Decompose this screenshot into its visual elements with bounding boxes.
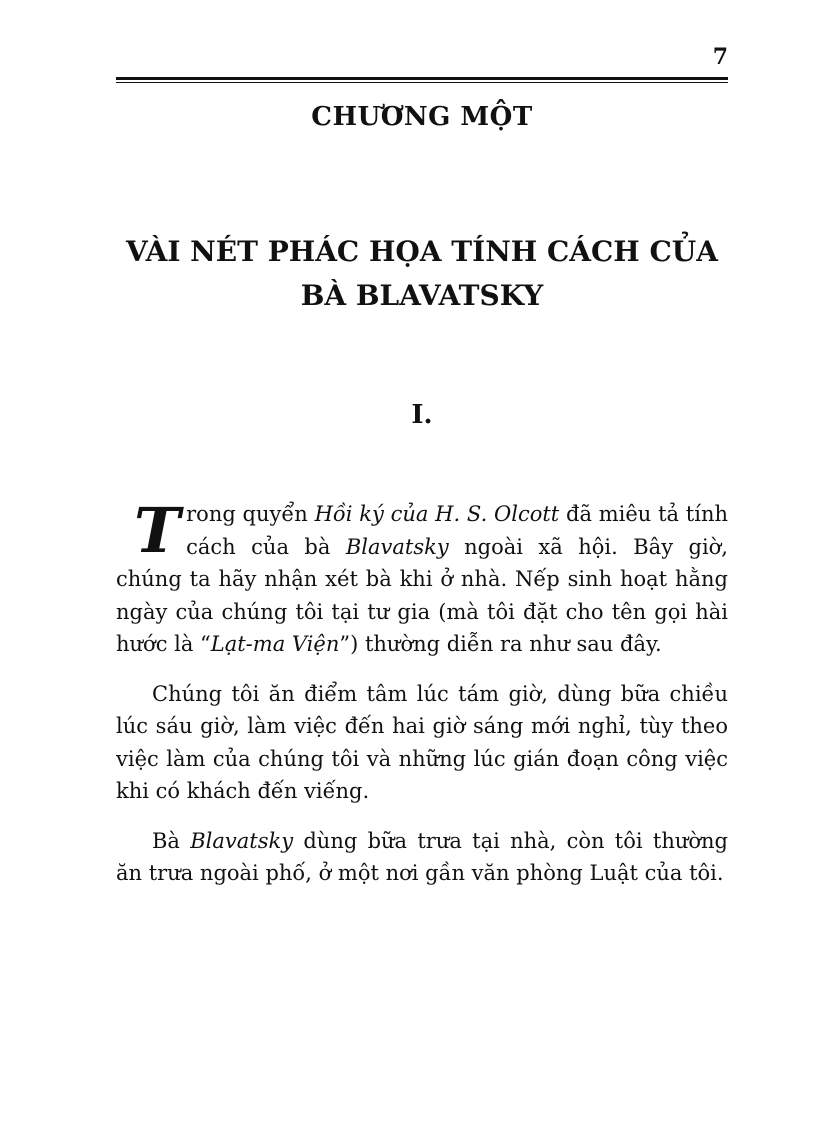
italic-nickname: Lạt-ma Viện [210, 632, 340, 656]
text-run: dùng bữa trưa tại nhà, còn tôi thường ăn trưa ngoài phố, ở một nơi gần văn phòng Luật của tôi. [116, 828, 728, 885]
text-run: ngoài xã hội. Bây giờ, chúng ta hãy nhận xét bà khi ở nhà. Nếp sinh hoạt hằng ngày của chúng tôi tại tư gia (mà tôi đặt cho tên gọi hài hước là “ [116, 534, 728, 656]
text-run: ”) thường diễn ra như sau đây. [339, 632, 662, 656]
text-run: đã miêu tả tính cách của bà [186, 502, 729, 559]
header-rule-thick [116, 77, 728, 80]
paragraph-2: Chúng tôi ăn điểm tâm lúc tám giờ, dùng bữa chiều lúc sáu giờ, làm việc đến hai giờ sáng mới nghỉ, tùy theo việc làm của chúng tôi và những lúc gián đoạn công việc khi có khách đến viếng. [116, 681, 728, 803]
paragraph-1 [116, 494, 729, 661]
body-text [116, 494, 729, 907]
chapter-heading: CHƯƠNG MỘT [311, 102, 533, 132]
text-run: Bà [152, 828, 191, 853]
paragraph-3 [116, 825, 728, 890]
italic-name: Blavatsky [345, 534, 449, 559]
chapter-title [116, 230, 728, 318]
section-number: I. [411, 400, 433, 430]
italic-book-title: Hồi ký của H. S. Olcott [314, 502, 560, 526]
chapter-title-line-1: VÀI NÉT PHÁC HỌA TÍNH CÁCH CỦA [126, 235, 718, 268]
text-run: rong quyển [186, 502, 315, 526]
chapter-title-line-2: BÀ BLAVATSKY [300, 279, 544, 312]
page-number: 7 [712, 44, 728, 70]
italic-name: Blavatsky [190, 828, 294, 853]
header-rule-thin [116, 82, 728, 83]
drop-cap: T [134, 494, 181, 567]
